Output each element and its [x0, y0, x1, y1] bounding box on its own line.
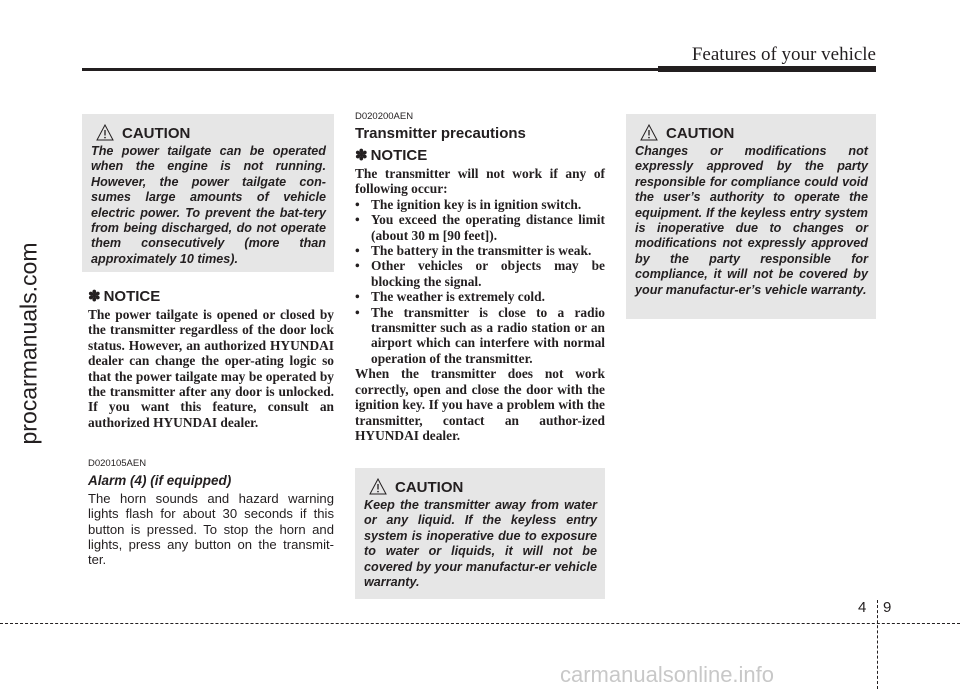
- caution-box-power-tailgate: [82, 114, 334, 272]
- caution-box-water: [355, 468, 605, 599]
- alarm-heading: Alarm (4) (if equipped): [88, 473, 232, 488]
- caution-heading-label: CAUTION: [122, 124, 191, 142]
- warning-triangle-icon: [369, 478, 387, 496]
- caution-heading: [369, 476, 597, 498]
- alarm-section: [88, 458, 334, 567]
- caution-heading-label: CAUTION: [395, 478, 464, 496]
- list-item: • The transmitter is close to a radio transmitter such as a radio station or an airport which can interfere with normal operation of the transmitter.: [355, 304, 605, 366]
- header-rule-accent: [658, 66, 876, 72]
- caution-heading: [640, 122, 868, 144]
- list-item: • The battery in the transmitter is weak.: [355, 243, 592, 259]
- page-number: 9: [883, 599, 892, 616]
- notice-heading-label: NOTICE: [103, 287, 161, 305]
- notice-text: The power tailgate is opened or closed by the transmitter regardless of the door lock status. However, an authorized HYUNDAI dealer can change the oper-ating logic so that the power tailgate may be operated by the transmitter after any door is unlocked. If you want this feature, consult an authorized HYUNDAI dealer.: [88, 307, 334, 430]
- warning-triangle-icon: [96, 124, 114, 142]
- caution-text: The power tailgate can be operated when the engine is not running. However, the power tailgate con-sumes large amounts of vehicle electric power. To prevent the bat-tery from being discharged, do not operate them consecutively (more than approximately 10 times).: [91, 144, 326, 266]
- transmitter-precautions-section: [355, 111, 605, 443]
- bottom-watermark: carmanualsonline.info: [560, 662, 775, 687]
- caution-heading: [96, 122, 326, 144]
- notice-star-icon: ✽: [88, 288, 101, 305]
- caution-heading-label: CAUTION: [666, 124, 735, 142]
- caution-text: Changes or modifications not expressly approved by the party responsible for compliance could void the user’s authority to operate the equipment. If the keyless entry system is inoperative due to changes or modifications not expressly approved by the party responsible for compliance, it will not be covered by your manufactur-er’s vehicle warranty.: [635, 144, 868, 297]
- list-item: • You exceed the operating distance limit (about 30 m [90 feet]).: [355, 212, 605, 243]
- caution-text: Keep the transmitter away from water or any liquid. If the keyless entry system is inoperative due to exposure to water or liquids, it will not be covered by your manufactur-er vehicle warranty.: [364, 498, 597, 590]
- notice-heading: [88, 287, 334, 305]
- chapter-number: 4: [858, 599, 867, 616]
- page-header-title: Features of your vehicle: [691, 44, 876, 65]
- notice-heading: [355, 146, 605, 164]
- notice-outro: When the transmitter does not work correctly, open and close the door with the ignition key. If you have a problem with the transmitter, contact an author-ized HYUNDAI dealer.: [355, 366, 605, 443]
- section-code: D020105AEN: [88, 458, 147, 469]
- section-title: Transmitter precautions: [355, 125, 526, 142]
- notice-heading-label: NOTICE: [370, 146, 428, 164]
- notice-star-icon: ✽: [355, 147, 368, 164]
- side-watermark: procarmanuals.com: [15, 242, 42, 445]
- warning-triangle-icon: [640, 124, 658, 142]
- footer-divider: [877, 600, 878, 689]
- section-code: D020200AEN: [355, 111, 414, 122]
- list-item: • The weather is extremely cold.: [355, 289, 545, 305]
- list-item: • The ignition key is in ignition switch.: [355, 196, 582, 212]
- list-item: • Other vehicles or objects may be blocking the signal.: [355, 258, 605, 289]
- caution-box-modifications: [626, 114, 876, 319]
- footer-rule: [0, 623, 960, 624]
- notice-intro: The transmitter will not work if any of following occur:: [355, 166, 605, 197]
- notice-power-tailgate: [88, 287, 334, 430]
- notice-bullet-list: [355, 197, 605, 366]
- alarm-text: The horn sounds and hazard warning lights flash for about 30 seconds if this button is pressed. To stop the horn and lights, press any button on the transmit-ter.: [88, 491, 334, 568]
